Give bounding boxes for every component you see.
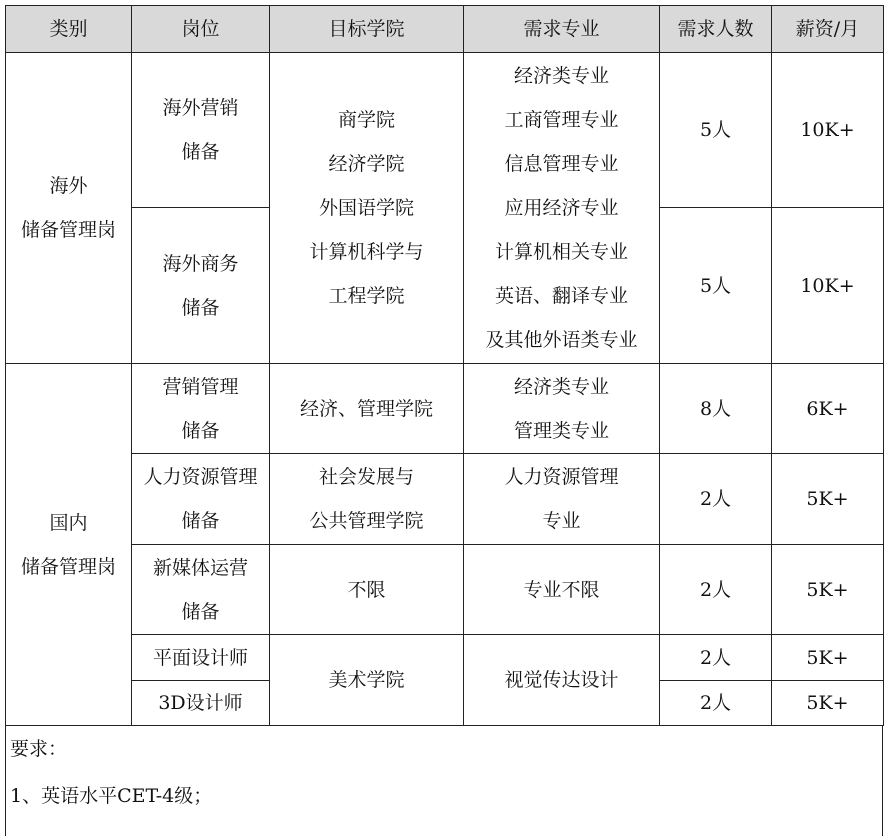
major-cell [464, 545, 660, 635]
college-cell: 美术学院 [270, 635, 464, 726]
header-position: 岗位 [132, 6, 270, 53]
position-cell [132, 53, 270, 208]
count-cell: 2人 [660, 545, 772, 635]
header-category: 类别 [6, 6, 132, 53]
count-cell: 2人 [660, 681, 772, 726]
major-line: 信息管理专业 [504, 153, 619, 175]
recruitment-table-container [5, 5, 883, 726]
major-line: 英语、翻译专业 [494, 285, 628, 307]
category-line: 海外 [49, 175, 88, 197]
salary-cell: 5K+ [772, 454, 884, 545]
college-cell [270, 545, 464, 635]
college-cell [270, 454, 464, 545]
position-cell [132, 364, 270, 454]
college-line: 经济学院 [328, 153, 405, 175]
position-line: 储备 [181, 141, 220, 163]
college-line: 不限 [347, 578, 386, 601]
position-line: 海外营销 [162, 97, 239, 119]
position-line: 海外商务 [162, 252, 239, 275]
position-line: 营销管理 [162, 375, 239, 398]
salary-cell: 10K+ [772, 208, 884, 364]
college-line: 公共管理学院 [309, 510, 424, 532]
salary-cell: 6K+ [772, 364, 884, 454]
table-row [6, 454, 884, 545]
position-line: 储备 [181, 600, 220, 623]
college-line: 社会发展与 [318, 466, 414, 488]
category-line: 国内 [49, 511, 88, 534]
major-line: 应用经济专业 [504, 197, 619, 219]
position-line: 储备 [181, 419, 220, 442]
header-college: 目标学院 [270, 6, 464, 53]
major-line: 管理类专业 [513, 419, 609, 442]
requirements-title: 要求： [10, 738, 68, 760]
count-cell: 2人 [660, 635, 772, 681]
recruitment-table [5, 5, 884, 726]
position-cell [132, 545, 270, 635]
position-cell [132, 208, 270, 364]
position-cell: 平面设计师 [132, 635, 270, 681]
salary-cell: 5K+ [772, 681, 884, 726]
count-cell: 5人 [660, 208, 772, 364]
major-cell [464, 53, 660, 364]
header-row [6, 6, 884, 53]
table-row [6, 53, 884, 208]
major-line: 经济类专业 [513, 65, 609, 87]
count-cell: 8人 [660, 364, 772, 454]
major-cell [464, 364, 660, 454]
college-line: 经济、管理学院 [299, 397, 433, 420]
requirement-item: 1、英语水平CET-4级； [10, 785, 213, 807]
category-line: 储备管理岗 [20, 555, 116, 578]
major-line: 人力资源管理 [504, 466, 619, 488]
major-line: 计算机相关专业 [494, 241, 628, 263]
major-line: 专业不限 [523, 578, 600, 601]
count-cell: 2人 [660, 454, 772, 545]
major-line: 专业 [542, 510, 581, 532]
salary-cell: 5K+ [772, 635, 884, 681]
salary-cell: 10K+ [772, 53, 884, 208]
college-line: 计算机科学与 [309, 241, 424, 263]
major-line: 工商管理专业 [504, 109, 619, 131]
header-salary: 薪资/月 [772, 6, 884, 53]
header-major: 需求专业 [464, 6, 660, 53]
position-line: 新媒体运营 [152, 556, 248, 579]
category-line: 储备管理岗 [20, 219, 116, 241]
college-line: 工程学院 [328, 285, 405, 307]
position-cell [132, 454, 270, 545]
college-cell [270, 53, 464, 364]
category-domestic [6, 364, 132, 726]
college-line: 商学院 [337, 109, 395, 131]
table-row [6, 545, 884, 635]
salary-cell: 5K+ [772, 545, 884, 635]
position-cell: 3D设计师 [132, 681, 270, 726]
major-cell: 视觉传达设计 [464, 635, 660, 726]
category-overseas [6, 53, 132, 364]
position-line: 储备 [181, 296, 220, 319]
count-cell: 5人 [660, 53, 772, 208]
requirements-section [5, 726, 883, 836]
table-row [6, 635, 884, 681]
major-cell [464, 454, 660, 545]
college-cell [270, 364, 464, 454]
college-line: 外国语学院 [318, 197, 414, 219]
position-line: 储备 [181, 510, 220, 532]
major-line: 及其他外语类专业 [485, 329, 638, 351]
header-count: 需求人数 [660, 6, 772, 53]
table-row [6, 364, 884, 454]
major-line: 经济类专业 [513, 375, 609, 398]
position-line: 人力资源管理 [143, 466, 258, 488]
